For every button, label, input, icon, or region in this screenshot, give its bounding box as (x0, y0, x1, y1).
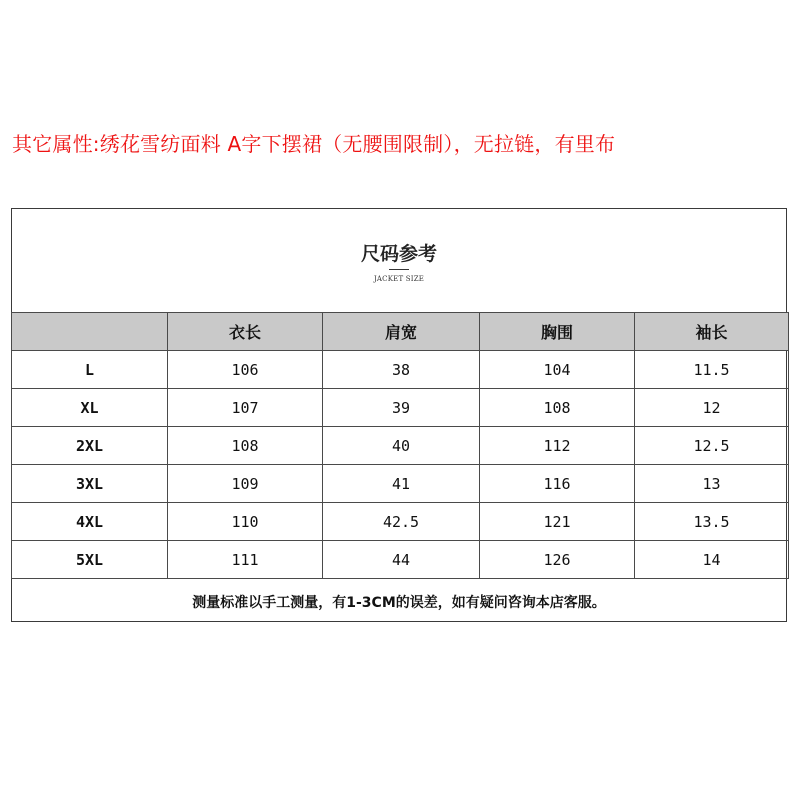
shoulder-cell: 38 (323, 351, 480, 389)
bust-cell: 104 (480, 351, 635, 389)
size-cell: 5XL (12, 541, 168, 579)
table-row (12, 427, 789, 465)
column-header-sleeve: 袖长 (635, 313, 789, 351)
table-row (12, 389, 789, 427)
shoulder-cell: 40 (323, 427, 480, 465)
table-row (12, 541, 789, 579)
table-row (12, 503, 789, 541)
shoulder-cell: 44 (323, 541, 480, 579)
table-row (12, 351, 789, 389)
column-header-shoulder: 肩宽 (323, 313, 480, 351)
size-cell: 3XL (12, 465, 168, 503)
product-attributes-text: 其它属性:绣花雪纺面料 A字下摆裙（无腰围限制），无拉链，有里布 (12, 132, 616, 156)
column-header-size (12, 313, 168, 351)
table-header-row (12, 313, 789, 351)
bust-cell: 126 (480, 541, 635, 579)
sleeve-cell: 12 (635, 389, 789, 427)
shoulder-cell: 41 (323, 465, 480, 503)
size-chart (11, 208, 787, 622)
size-cell: 2XL (12, 427, 168, 465)
length-cell: 109 (168, 465, 323, 503)
column-header-length: 衣长 (168, 313, 323, 351)
size-chart-header (12, 209, 786, 312)
length-cell: 111 (168, 541, 323, 579)
measurement-note: 测量标准以手工测量，有1-3CM的误差，如有疑问咨询本店客服。 (192, 595, 606, 611)
length-cell: 107 (168, 389, 323, 427)
column-header-bust: 胸围 (480, 313, 635, 351)
sleeve-cell: 13 (635, 465, 789, 503)
shoulder-cell: 42.5 (323, 503, 480, 541)
size-cell: L (12, 351, 168, 389)
table-row (12, 465, 789, 503)
bust-cell: 108 (480, 389, 635, 427)
size-chart-subtitle: JACKET SIZE (373, 275, 425, 283)
sleeve-cell: 14 (635, 541, 789, 579)
sleeve-cell: 13.5 (635, 503, 789, 541)
bust-cell: 112 (480, 427, 635, 465)
length-cell: 106 (168, 351, 323, 389)
title-divider (389, 269, 409, 270)
shoulder-cell: 39 (323, 389, 480, 427)
length-cell: 110 (168, 503, 323, 541)
length-cell: 108 (168, 427, 323, 465)
bust-cell: 121 (480, 503, 635, 541)
bust-cell: 116 (480, 465, 635, 503)
size-cell: XL (12, 389, 168, 427)
size-table (11, 312, 789, 579)
size-cell: 4XL (12, 503, 168, 541)
sleeve-cell: 11.5 (635, 351, 789, 389)
sleeve-cell: 12.5 (635, 427, 789, 465)
size-chart-title: 尺码参考 (360, 243, 437, 265)
